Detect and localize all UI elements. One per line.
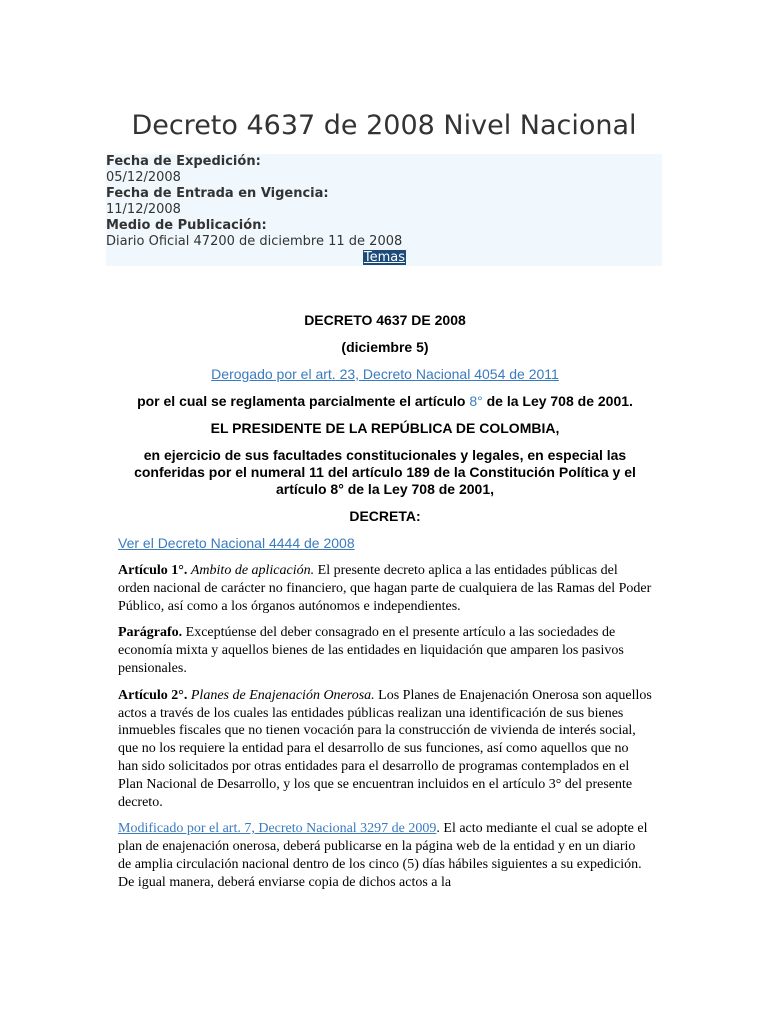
paragrafo-text: Exceptúense del deber consagrado en el presente artículo a las sociedades de economía mixta y aquellos bienes de las entidades en liquidación que amparen los pasivos pensionales. [118,625,624,676]
paragrafo-label: Parágrafo. [118,625,183,641]
article-2-text: Los Planes de Enajenación Onerosa son aquellos actos a través de los cuales las entidades públicas realizan una identificación de sus bienes inmuebles fiscales que no tienen vocación para la construcción de vivienda de interés social, que no los requiere la entidad para el desarrollo de sus funciones, así como aquellos que no han sido solicitados por otras entidades para el desarrollo de programas contemplados en el Plan Nacional de Desarrollo, y los que se encuentran incluidos en el artículo 3° del presente decreto. [118,687,652,810]
article-1-title: Ambito de aplicación. [190,563,315,578]
paragrafo [118,624,652,677]
ver-decreto-paragraph [118,535,652,552]
ver-decreto-link[interactable]: Ver el Decreto Nacional 4444 de 2008 [118,535,355,551]
temas-row [106,250,662,266]
decreta-heading: DECRETA: [349,508,421,524]
article-1-label: Artículo 1°. [118,563,188,578]
fecha-expedicion-value: 05/12/2008 [106,170,181,185]
decree-body [118,312,652,901]
decree-subject [118,393,652,410]
subject-text-before: por el cual se reglamenta parcialmente el artículo [137,393,466,409]
fecha-vigencia-value: 11/12/2008 [106,202,181,217]
decree-date: (diciembre 5) [341,339,429,355]
page-title: Decreto 4637 de 2008 Nivel Nacional [131,110,637,141]
decree-heading: DECRETO 4637 DE 2008 [304,312,466,328]
president-heading: EL PRESIDENTE DE LA REPÚBLICA DE COLOMBIA, [210,420,560,436]
article-1-text: El presente decreto aplica a las entidades públicas del orden nacional de carácter no financiero, que hagan parte de cualquiera de las Ramas del Poder Público, así como a los órganos autónomos e independientes. [118,563,652,614]
derogado-paragraph [118,366,652,383]
medio-publicacion-label: Medio de Publicación: [106,218,267,233]
metadata-box [106,154,662,266]
fecha-expedicion-label: Fecha de Expedición: [106,154,261,169]
fecha-vigencia-label: Fecha de Entrada en Vigencia: [106,186,329,201]
derogado-link[interactable]: Derogado por el art. 23, Decreto Nacional 4054 de 2011 [211,366,559,382]
modificado-link[interactable]: Modificado por el art. 7, Decreto Nacional 3297 de 2009 [118,821,437,837]
article-1 [118,562,652,615]
medio-publicacion-value: Diario Oficial 47200 de diciembre 11 de 2008 [106,234,403,249]
facultades-paragraph: en ejercicio de sus facultades constitucionales y legales, en especial las conferidas por el numeral 11 del artículo 189 de la Constitución Política y el artículo 8° de la Ley 708 de 2001, [134,447,636,497]
subject-text-after: de la Ley 708 de 2001. [486,393,633,409]
modificado-text: . El acto mediante el cual se adopte el plan de enajenación onerosa, deberá publicarse en la página web de la entidad y en un diario de amplia circulación nacional dentro de los cinco (5) días hábiles siguientes a su expedición. De igual manera, deberá enviarse copia de dichos actos a la [118,821,648,890]
modificado-paragraph [118,820,652,891]
article-2-label: Artículo 2°. [118,687,188,703]
article-2-title: Planes de Enajenación Onerosa. [190,687,375,703]
article-8-link[interactable]: 8° [469,393,483,409]
article-2 [118,687,652,812]
temas-link[interactable]: Temas [363,250,405,265]
